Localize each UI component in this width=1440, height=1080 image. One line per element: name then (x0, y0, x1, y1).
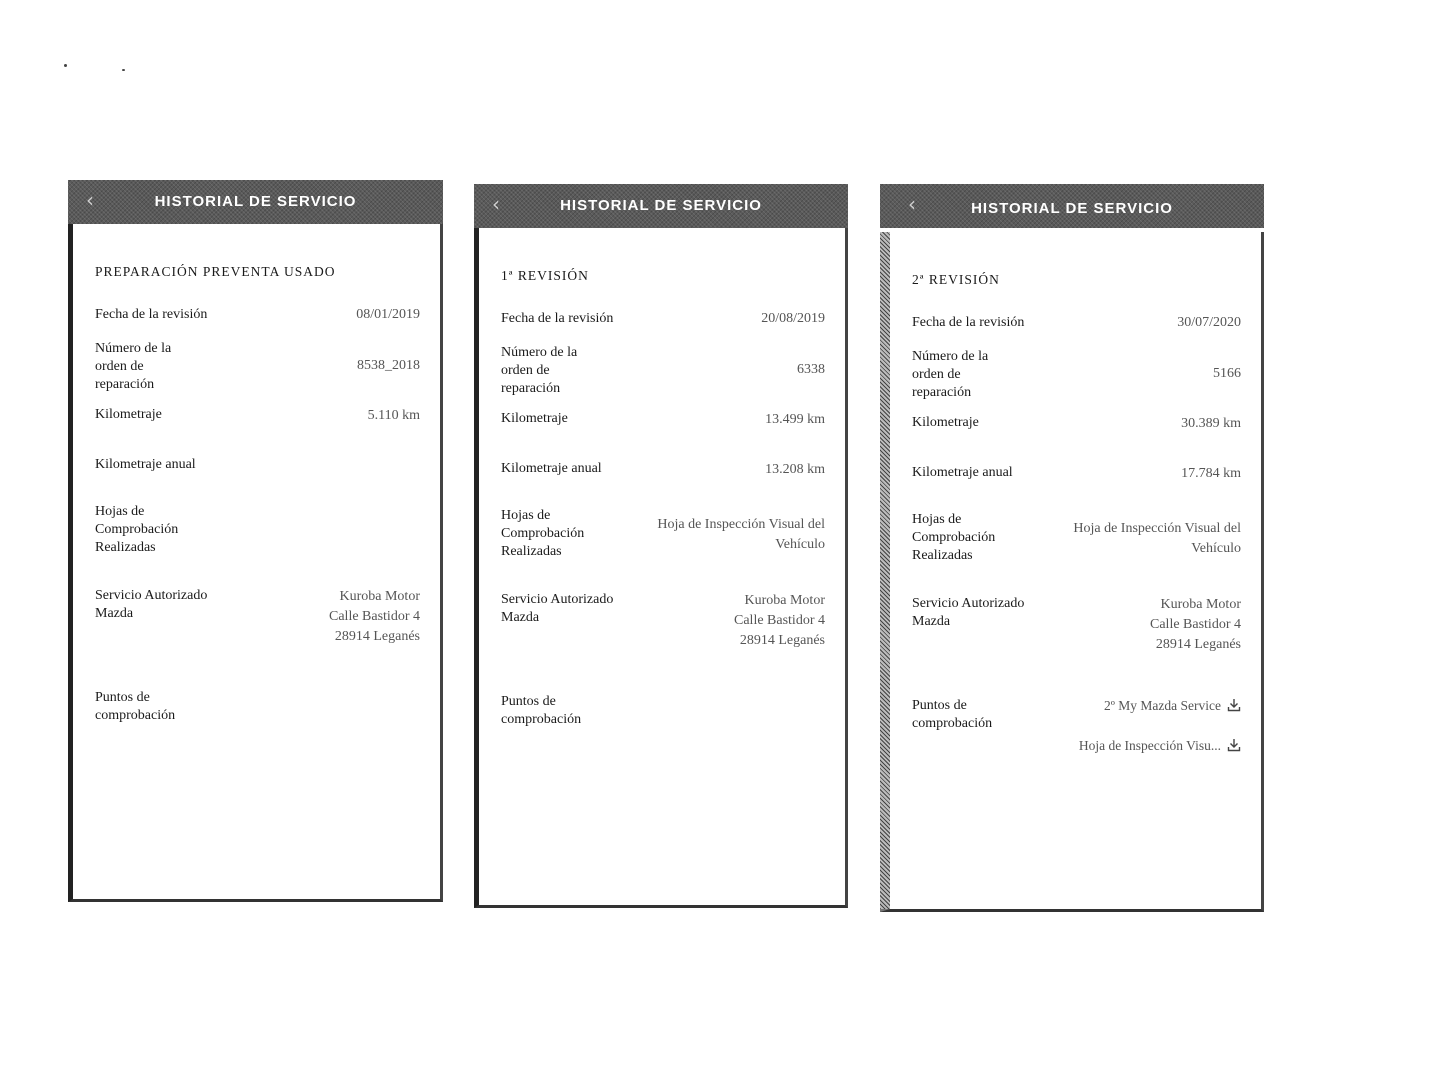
km-anual-value: 13.208 km (765, 462, 825, 477)
scan-speck (64, 64, 67, 67)
orden-value: 5166 (1213, 366, 1241, 381)
servicio-line-1: Kuroba Motor (339, 589, 420, 604)
servicio-value (329, 587, 420, 647)
fecha-value: 20/08/2019 (761, 311, 825, 326)
chevron-left-icon[interactable]: ‹ (492, 192, 500, 216)
download-icon[interactable] (1227, 698, 1241, 712)
puntos-label: Puntos de comprobación (912, 698, 993, 731)
servicio-line-2: Calle Bastidor 4 (329, 609, 420, 624)
chevron-left-icon[interactable]: ‹ (908, 192, 916, 216)
service-history-screen-1 (68, 180, 443, 902)
app-header (474, 184, 848, 228)
orden-label: Número de la orden de reparación (912, 349, 989, 400)
km-value: 30.389 km (1181, 416, 1241, 431)
screen-body (474, 228, 848, 908)
chevron-left-icon[interactable]: ‹ (86, 188, 94, 212)
servicio-value (1150, 595, 1241, 655)
fecha-value: 30/07/2020 (1177, 315, 1241, 330)
fecha-value: 08/01/2019 (356, 307, 420, 322)
hojas-label: Hojas de Comprobación Realizadas (501, 508, 585, 559)
servicio-line-3: 28914 Leganés (334, 629, 420, 644)
km-value: 5.110 km (367, 408, 420, 423)
hojas-value: Hoja de Inspección Visual del Vehículo (657, 517, 825, 552)
fecha-label: Fecha de la revisión (912, 315, 1025, 330)
servicio-value (734, 591, 825, 651)
km-label: Kilometraje (95, 407, 162, 422)
download-link-hoja-inspeccion[interactable] (1079, 738, 1241, 754)
km-anual-label: Kilometraje anual (501, 461, 602, 476)
section-title: 2ª REVISIÓN (912, 272, 1000, 287)
app-header (68, 180, 443, 224)
download-link-label: Hoja de Inspección Visu... (1078, 738, 1221, 753)
servicio-line-1: Kuroba Motor (1160, 597, 1241, 612)
fecha-label: Fecha de la revisión (501, 311, 614, 326)
service-history-screen-3 (880, 184, 1264, 912)
servicio-line-2: Calle Bastidor 4 (734, 613, 825, 628)
section-title: 1ª REVISIÓN (501, 268, 589, 283)
km-label: Kilometraje (501, 411, 568, 426)
servicio-line-2: Calle Bastidor 4 (1150, 617, 1241, 632)
servicio-line-3: 28914 Leganés (739, 633, 825, 648)
hojas-label: Hojas de Comprobación Realizadas (95, 504, 179, 555)
download-link-label: 2º My Mazda Service (1103, 698, 1221, 713)
screen-body (68, 224, 443, 902)
header-title: HISTORIAL DE SERVICIO (971, 200, 1173, 217)
km-label: Kilometraje (912, 415, 979, 430)
hojas-value: Hoja de Inspección Visual del Vehículo (1073, 521, 1241, 556)
servicio-label: Servicio Autorizado Mazda (501, 592, 614, 625)
km-anual-label: Kilometraje anual (912, 465, 1013, 480)
puntos-label: Puntos de comprobación (501, 694, 582, 727)
orden-label: Número de la orden de reparación (501, 345, 578, 396)
download-icon[interactable] (1227, 738, 1241, 752)
servicio-label: Servicio Autorizado Mazda (95, 588, 208, 621)
header-title: HISTORIAL DE SERVICIO (560, 197, 762, 214)
section-title: PREPARACIÓN PREVENTA USADO (95, 264, 336, 279)
fecha-label: Fecha de la revisión (95, 307, 208, 322)
km-anual-value: 17.784 km (1181, 466, 1241, 481)
puntos-label: Puntos de comprobación (95, 690, 176, 723)
scan-speck (122, 69, 125, 71)
km-value: 13.499 km (765, 412, 825, 427)
download-link-my-mazda-service[interactable] (1104, 698, 1241, 714)
orden-value: 6338 (797, 362, 825, 377)
hojas-label: Hojas de Comprobación Realizadas (912, 512, 996, 563)
servicio-line-3: 28914 Leganés (1155, 637, 1241, 652)
service-history-screen-2 (474, 184, 848, 908)
header-title: HISTORIAL DE SERVICIO (154, 193, 357, 210)
app-header (880, 184, 1264, 228)
km-anual-label: Kilometraje anual (95, 457, 196, 472)
servicio-line-1: Kuroba Motor (744, 593, 825, 608)
screen-body (880, 232, 1264, 912)
servicio-label: Servicio Autorizado Mazda (912, 596, 1025, 629)
orden-label: Número de la orden de reparación (95, 341, 172, 392)
orden-value: 8538_2018 (357, 358, 420, 373)
